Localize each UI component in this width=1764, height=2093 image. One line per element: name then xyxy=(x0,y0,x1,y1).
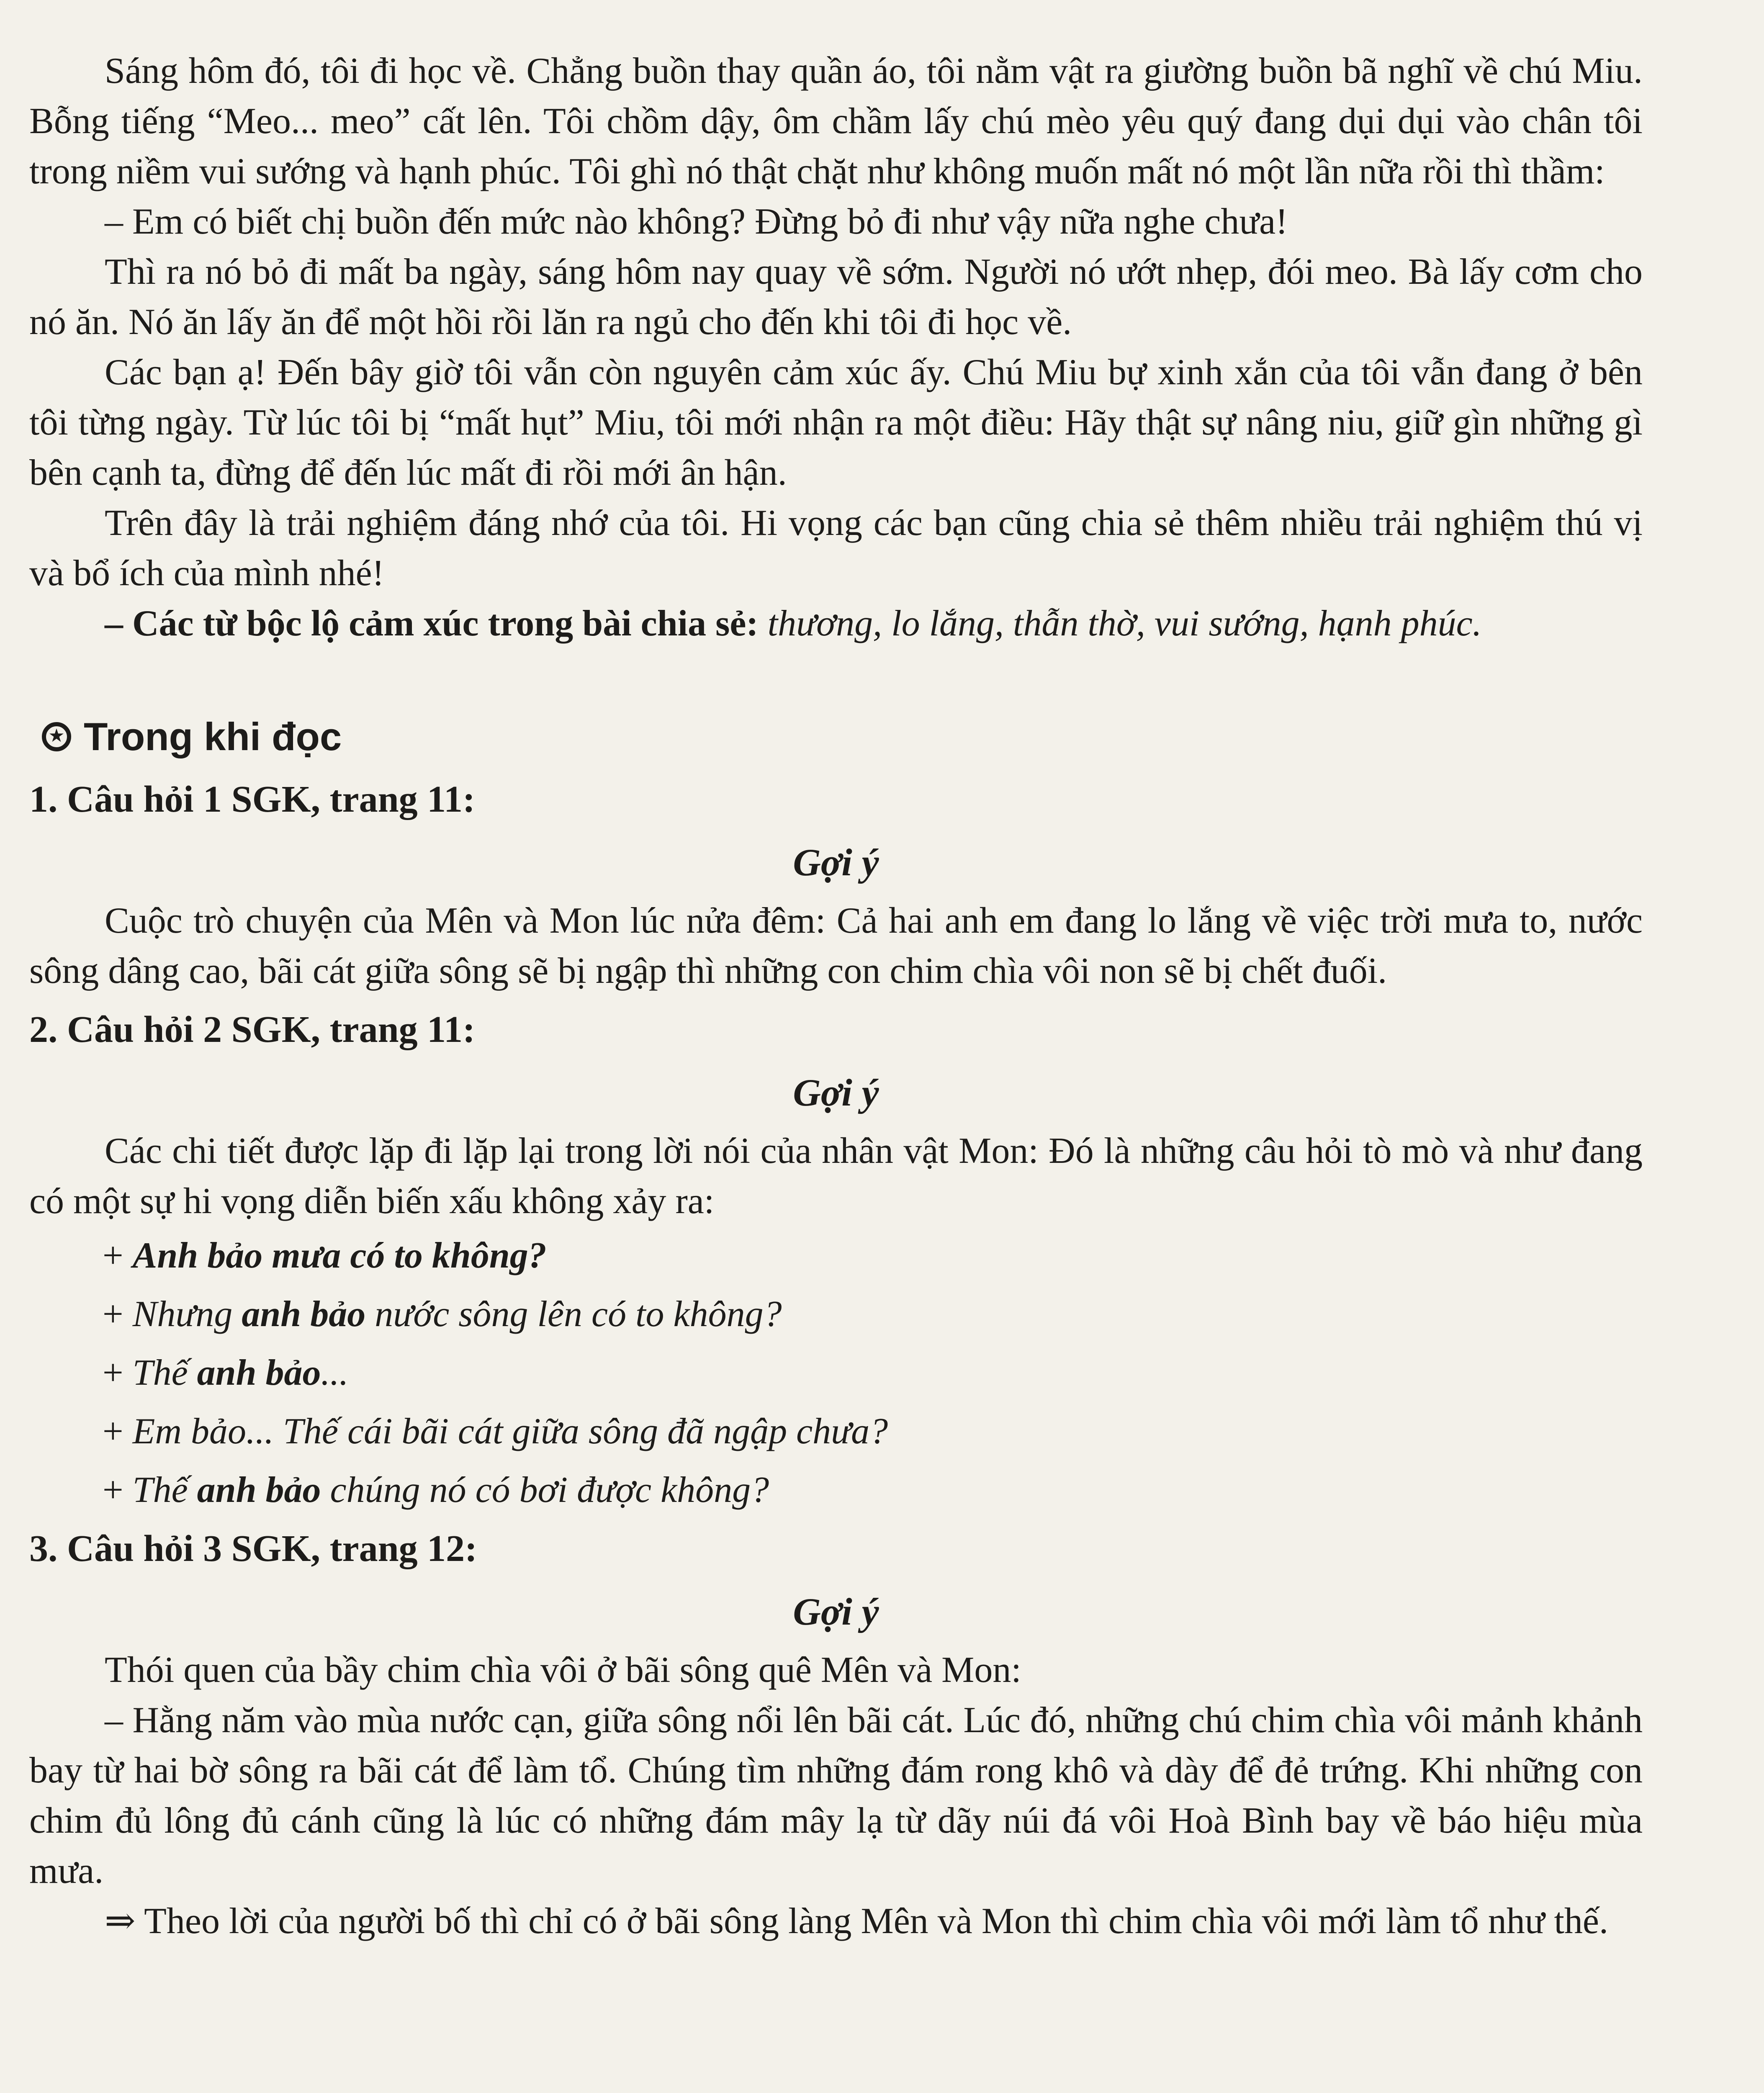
question-1-hint-label: Gợi ý xyxy=(793,841,879,884)
intro-paragraph-2: – Em có biết chị buồn đến mức nào không? Đừng bỏ đi như vậy nữa nghe chưa! xyxy=(105,201,1288,242)
intro-paragraph-4: Các bạn ạ! Đến bây giờ tôi vẫn còn nguyên cảm xúc ấy. Chú Miu bự xinh xắn của tôi vẫn đang ở bên tôi từng ngày. Từ lúc tôi bị “mất hụt” Miu, tôi mới nhận ra một điều: Hãy thật sự nâng niu, giữ gìn những gì bên cạnh ta, đừng để đến lúc mất đi rồi mới ân hận. xyxy=(29,352,1643,493)
emphasis: anh bảo xyxy=(197,1352,321,1393)
question-2-hint-label: Gợi ý xyxy=(793,1071,879,1114)
question-2-title: 2. Câu hỏi 2 SGK, trang 11: xyxy=(29,1009,476,1050)
emphasis: anh bảo xyxy=(242,1294,366,1334)
star-circle-icon xyxy=(42,722,71,751)
question-1-title: 1. Câu hỏi 1 SGK, trang 11: xyxy=(29,779,476,820)
section-heading xyxy=(29,712,1643,762)
question-3-hint-label: Gợi ý xyxy=(793,1590,879,1633)
question-3-conclusion: ⇒ Theo lời của người bố thì chỉ có ở bãi sông làng Mên và Mon thì chim chìa vôi mới làm tổ như thế. xyxy=(105,1901,1608,1941)
emotion-words-label: – Các từ bộc lộ cảm xúc trong bài chia sẻ: xyxy=(105,603,759,644)
question-1-answer: Cuộc trò chuyện của Mên và Mon lúc nửa đêm: Cả hai anh em đang lo lắng về việc trời mưa to, nước sông dâng cao, bãi cát giữa sông sẽ bị ngập thì những con chim chìa vôi non sẽ bị chết đuối. xyxy=(29,900,1643,991)
list-item: + Anh bảo mưa có to không? xyxy=(103,1235,547,1276)
question-2-answer: Các chi tiết được lặp đi lặp lại trong lời nói của nhân vật Mon: Đó là những câu hỏi tò mò và như đang có một sự hi vọng diễn biến xấu không xảy ra: xyxy=(29,1131,1643,1221)
intro-paragraph-1: Sáng hôm đó, tôi đi học về. Chẳng buồn thay quần áo, tôi nằm vật ra giường buồn bã nghĩ về chú Miu. Bỗng tiếng “Meo... meo” cất lên. Tôi chồm dậy, ôm chầm lấy chú mèo yêu quý đang dụi dụi vào chân tôi trong niềm vui sướng và hạnh phúc. Tôi ghì nó thật chặt như không muốn mất nó một lần nữa rồi thì thầm: xyxy=(29,51,1643,192)
list-item: + Nhưng anh bảo nước sông lên có to không? xyxy=(103,1294,782,1334)
list-item: + Thế anh bảo chúng nó có bơi được không? xyxy=(103,1470,769,1510)
emphasis: anh bảo xyxy=(197,1470,321,1510)
question-3-lead: Thói quen của bầy chim chìa vôi ở bãi sông quê Mên và Mon: xyxy=(105,1650,1021,1690)
section-title: Trong khi đọc xyxy=(84,715,342,759)
list-item: + Em bảo... Thế cái bãi cát giữa sông đã ngập chưa? xyxy=(103,1411,888,1452)
emotion-words-list: thương, lo lắng, thẫn thờ, vui sướng, hạnh phúc. xyxy=(758,603,1482,644)
question-3-paragraph: – Hằng năm vào mùa nước cạn, giữa sông nổi lên bãi cát. Lúc đó, những chú chim chìa vôi mảnh khảnh bay từ hai bờ sông ra bãi cát để làm tổ. Chúng tìm những đám rong khô và dày để đẻ trứng. Khi những con chim đủ lông đủ cánh cũng là lúc có những đám mây lạ từ dãy núi đá vôi Hoà Bình bay về báo hiệu mùa mưa. xyxy=(29,1700,1643,1891)
intro-paragraph-3: Thì ra nó bỏ đi mất ba ngày, sáng hôm nay quay về sớm. Người nó ướt nhẹp, đói meo. Bà lấy cơm cho nó ăn. Nó ăn lấy ăn để một hồi rồi lăn ra ngủ cho đến khi tôi đi học về. xyxy=(29,252,1643,342)
intro-paragraph-5: Trên đây là trải nghiệm đáng nhớ của tôi. Hi vọng các bạn cũng chia sẻ thêm nhiều trải nghiệm thú vị và bổ ích của mình nhé! xyxy=(29,503,1643,594)
emotion-words-paragraph xyxy=(29,599,1643,649)
question-3-title: 3. Câu hỏi 3 SGK, trang 12: xyxy=(29,1528,478,1569)
list-item: + Thế anh bảo... xyxy=(103,1352,349,1393)
